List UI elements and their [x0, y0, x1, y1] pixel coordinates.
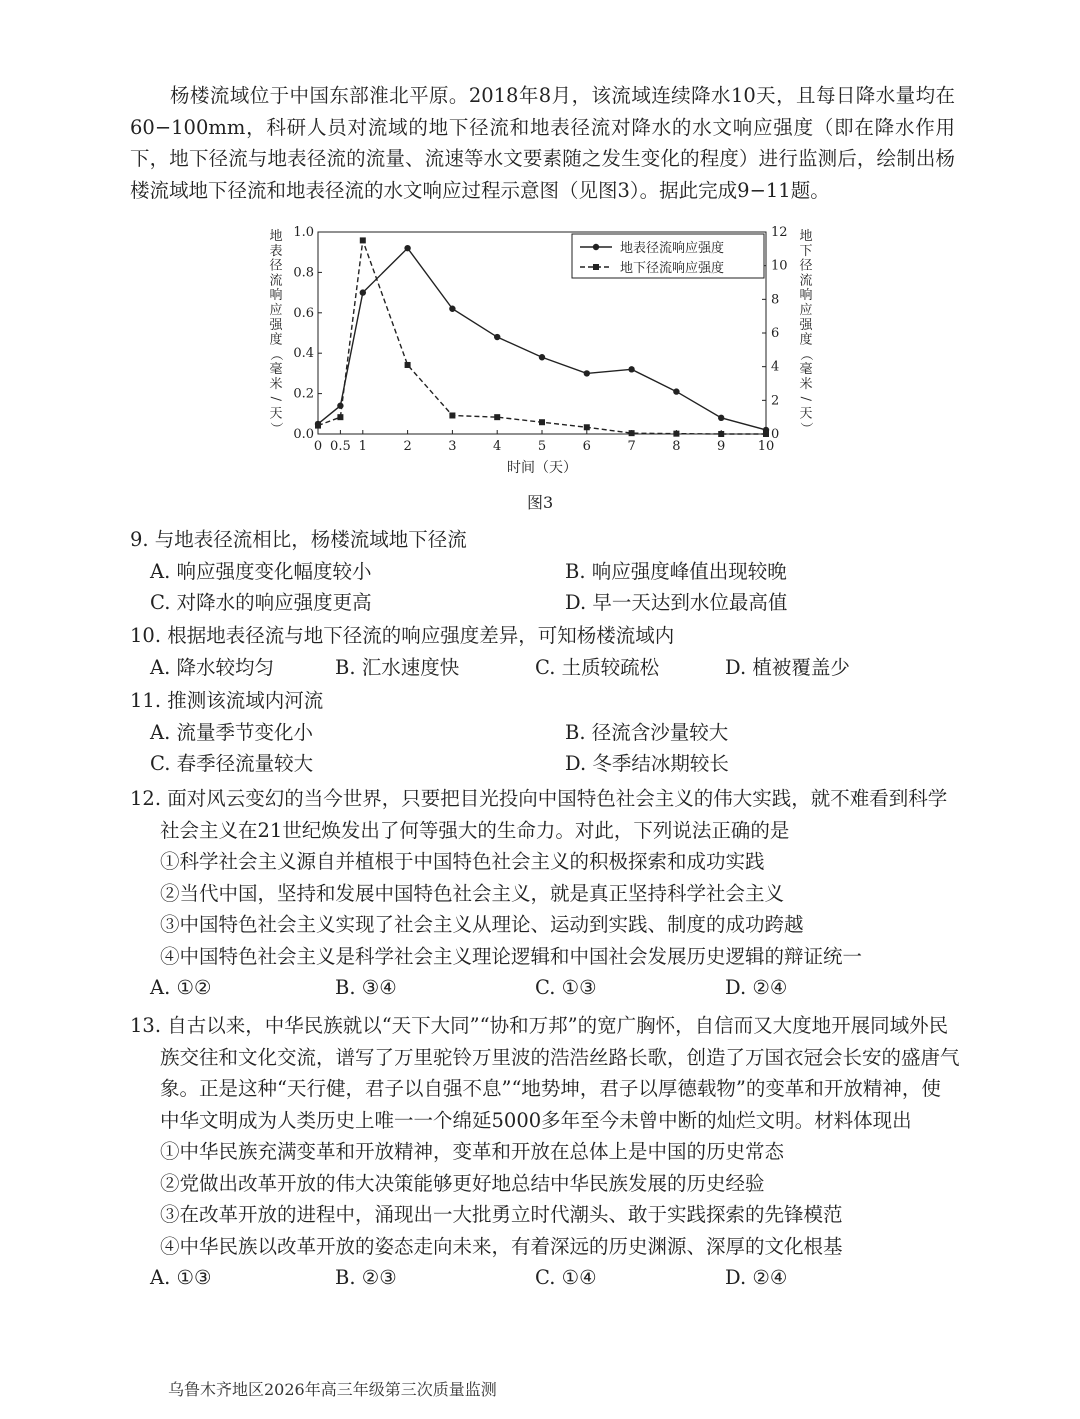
- legend-groundwater-label: 地下径流响应强度: [620, 261, 725, 276]
- y-right-tick-label: 12: [771, 225, 788, 240]
- y-right-label-char: 响: [799, 288, 813, 304]
- x-axis-label: 时间（天）: [507, 460, 577, 476]
- groundwater-runoff-point: [763, 431, 769, 437]
- option-a: A. 降水较均匀: [150, 655, 274, 679]
- option-d: D. 冬季结冰期较长: [565, 752, 729, 775]
- y-left-label-char: 径: [269, 258, 283, 274]
- legend-surface-label: 地表径流响应强度: [620, 241, 725, 256]
- x-tick-label: 2: [403, 439, 412, 454]
- statement-1: ①科学社会主义源自并植根于中国特色社会主义的积极探索和成功实践: [160, 850, 765, 873]
- intro-text: 杨楼流域位于中国东部淮北平原。2018年8月，该流域连续降水10天，且每日降水量均在60−100mm，科研人员对流域的地下径流和地表径流对降水的水文响应强度（即在降水作用下，地下径流与地表径流的流量、流速等水文要素随之发生变化的程度）进行监测后，绘制出杨楼流域地下径流和地表径流的水文响应过程示意图（见图3）。据此完成9−11题。: [130, 84, 955, 202]
- x-tick-label: 8: [672, 439, 681, 454]
- surface-runoff-point: [628, 366, 634, 372]
- option-d: D. ②④: [725, 1266, 788, 1289]
- surface-runoff-point: [404, 245, 410, 251]
- question-12: [130, 783, 960, 1004]
- question-stem: 11. 推测该流域内河流: [130, 689, 324, 712]
- groundwater-runoff-point: [494, 414, 500, 420]
- intro-passage: [130, 80, 955, 206]
- y-left-tick-label: 0.4: [293, 346, 314, 362]
- figure-3-chart: [250, 222, 830, 512]
- question-stem: 9. 与地表径流相比，杨楼流域地下径流: [130, 528, 467, 551]
- figure-caption: 图3: [527, 493, 554, 512]
- surface-runoff-point: [337, 403, 343, 409]
- option-b: B. 汇水速度快: [335, 655, 460, 679]
- statement-1: ①中华民族充满变革和开放精神，变革和开放在总体上是中国的历史常态: [160, 1140, 785, 1163]
- options: [130, 972, 960, 1004]
- option-a: A. 响应强度变化幅度较小: [150, 559, 372, 583]
- surface-runoff-point: [673, 388, 679, 394]
- y-left-label-char: （: [268, 347, 283, 361]
- y-right-label-char: 流: [799, 273, 813, 289]
- question-13: [130, 1010, 960, 1294]
- y-left-label-char: /: [268, 396, 283, 401]
- groundwater-runoff-point: [539, 419, 545, 425]
- x-tick-label: 5: [537, 439, 547, 454]
- y-right-tick-label: 2: [771, 393, 780, 409]
- y-right-tick-label: 0: [771, 427, 780, 442]
- y-left-label-char: 毫: [269, 362, 283, 378]
- question-stem: 13. 自古以来，中华民族就以“天下大同”“协和万邦”的宽广胸怀，自信而又大度地开展同域外民族交往和文化交流，谱写了万里驼铃万里波的浩浩丝路长歌，创造了万国衣冠会长安的盛唐气象。正是这种“天行健，君子以自强不息”“地势坤，君子以厚德载物”的变革和开放精神，使中华文明成为人类历史上唯一一个绵延5000多年至今未曾中断的灿烂文明。材料体现出: [130, 1014, 960, 1132]
- groundwater-runoff-point: [337, 414, 343, 420]
- y-right-label-char: 毫: [799, 362, 813, 378]
- option-d: D. 早一天达到水位最高值: [565, 591, 788, 614]
- y-left-tick-label: 0.0: [293, 427, 314, 442]
- option-c: C. 土质较疏松: [535, 655, 660, 679]
- surface-runoff-point: [539, 354, 545, 360]
- option-c: C. ①④: [535, 1266, 597, 1289]
- statement-4: ④中国特色社会主义是科学社会主义理论逻辑和中国社会发展历史逻辑的辩证统一: [160, 944, 863, 968]
- y-right-label-char: 径: [799, 258, 813, 274]
- page-footer: 乌鲁木齐地区2026年高三年级第三次质量监测: [168, 1380, 497, 1399]
- options: [130, 717, 960, 780]
- surface-runoff-point: [584, 370, 590, 376]
- y-right-label-char: 米: [799, 377, 813, 392]
- y-left-label-char: 流: [269, 273, 283, 289]
- x-tick-label: 0: [313, 439, 323, 454]
- surface-runoff-point: [449, 306, 455, 312]
- y-left-tick-label: 1.0: [293, 225, 314, 240]
- x-tick-label: 6: [582, 439, 591, 454]
- surface-runoff-point: [494, 334, 500, 340]
- y-left-label-char: 强: [269, 317, 283, 333]
- y-right-tick-label: 10: [771, 258, 788, 274]
- y-left-label-char: 米: [269, 377, 283, 392]
- y-right-label-char: /: [798, 396, 813, 401]
- x-tick-label: 9: [717, 439, 726, 454]
- x-tick-label: 1: [358, 439, 367, 454]
- question-10: [130, 620, 960, 683]
- y-right-label-char: ）: [798, 421, 813, 435]
- y-right-label-char: 度: [799, 332, 813, 348]
- options: [130, 1262, 960, 1294]
- option-b: B. ③④: [335, 976, 397, 999]
- surface-runoff-point: [360, 289, 366, 295]
- x-tick-label: 7: [627, 439, 636, 454]
- y-left-tick-label: 0.2: [293, 386, 314, 402]
- option-d: D. ②④: [725, 976, 788, 999]
- options: [130, 556, 960, 619]
- y-right-label-char: 天: [799, 406, 813, 422]
- option-c: C. 对降水的响应强度更高: [150, 591, 372, 614]
- y-right-label-char: （: [798, 347, 813, 361]
- groundwater-runoff-point: [718, 431, 724, 437]
- groundwater-runoff-point: [405, 362, 411, 368]
- groundwater-runoff-point: [629, 430, 635, 436]
- option-b: B. 径流含沙量较大: [565, 720, 729, 744]
- option-a: A. ①②: [150, 976, 212, 999]
- y-left-label-char: ）: [268, 421, 283, 435]
- option-d: D. 植被覆盖少: [725, 655, 850, 679]
- y-left-tick-label: 0.6: [293, 305, 314, 321]
- y-left-label-char: 响: [269, 288, 283, 304]
- groundwater-runoff-point: [673, 431, 679, 437]
- groundwater-runoff-point: [360, 237, 366, 243]
- groundwater-runoff-point: [315, 423, 321, 429]
- option-c: C. 春季径流量较大: [150, 752, 314, 775]
- legend-groundwater-marker: [593, 264, 599, 270]
- options: [130, 652, 960, 684]
- option-a: A. ①③: [150, 1266, 212, 1289]
- question-stem: 12. 面对风云变幻的当今世界，只要把目光投向中国特色社会主义的伟大实践，就不难看到科学社会主义在21世纪焕发出了何等强大的生命力。对此，下列说法正确的是: [130, 787, 948, 842]
- statement-3: ③中国特色社会主义实现了社会主义从理论、运动到实践、制度的成功跨越: [160, 913, 804, 936]
- y-left-label-char: 表: [269, 243, 283, 259]
- surface-runoff-point: [718, 415, 724, 421]
- y-right-label-char: 应: [799, 303, 813, 318]
- y-right-label-char: 地: [799, 229, 813, 244]
- y-right-tick-label: 8: [771, 292, 780, 308]
- x-tick-label: 0.5: [330, 439, 351, 454]
- x-tick-label: 4: [493, 439, 502, 454]
- chart-svg: [250, 222, 830, 512]
- y-right-tick-label: 4: [771, 359, 780, 375]
- statement-2: ②党做出改革开放的伟大决策能够更好地总结中华民族发展的历史经验: [160, 1171, 765, 1195]
- groundwater-runoff-point: [584, 424, 590, 430]
- option-c: C. ①③: [535, 976, 597, 999]
- option-b: B. ②③: [335, 1266, 397, 1289]
- question-stem: 10. 根据地表径流与地下径流的响应强度差异，可知杨楼流域内: [130, 624, 675, 647]
- y-right-label-char: 强: [799, 317, 813, 333]
- legend-surface-marker: [593, 244, 599, 250]
- y-left-label-char: 地: [269, 229, 283, 244]
- y-left-label-char: 应: [269, 303, 283, 318]
- y-left-label-char: 天: [269, 406, 283, 422]
- statement-3: ③在改革开放的进程中，涌现出一大批勇立时代潮头、敢于实践探索的先锋模范: [160, 1203, 843, 1226]
- x-tick-label: 3: [448, 439, 457, 454]
- statement-4: ④中华民族以改革开放的姿态走向未来，有着深远的历史渊源、深厚的文化根基: [160, 1234, 843, 1258]
- y-left-label-char: 度: [269, 332, 283, 348]
- x-tick-label: 10: [757, 439, 775, 454]
- y-left-tick-label: 0.8: [293, 265, 314, 281]
- y-right-tick-label: 6: [771, 326, 780, 341]
- option-a: A. 流量季节变化小: [150, 720, 313, 744]
- option-b: B. 响应强度峰值出现较晚: [565, 559, 787, 583]
- question-11: [130, 685, 960, 780]
- question-9: [130, 524, 960, 619]
- statement-2: ②当代中国，坚持和发展中国特色社会主义，就是真正坚持科学社会主义: [160, 881, 785, 905]
- y-right-label-char: 下: [799, 243, 813, 259]
- groundwater-runoff-point: [449, 412, 455, 418]
